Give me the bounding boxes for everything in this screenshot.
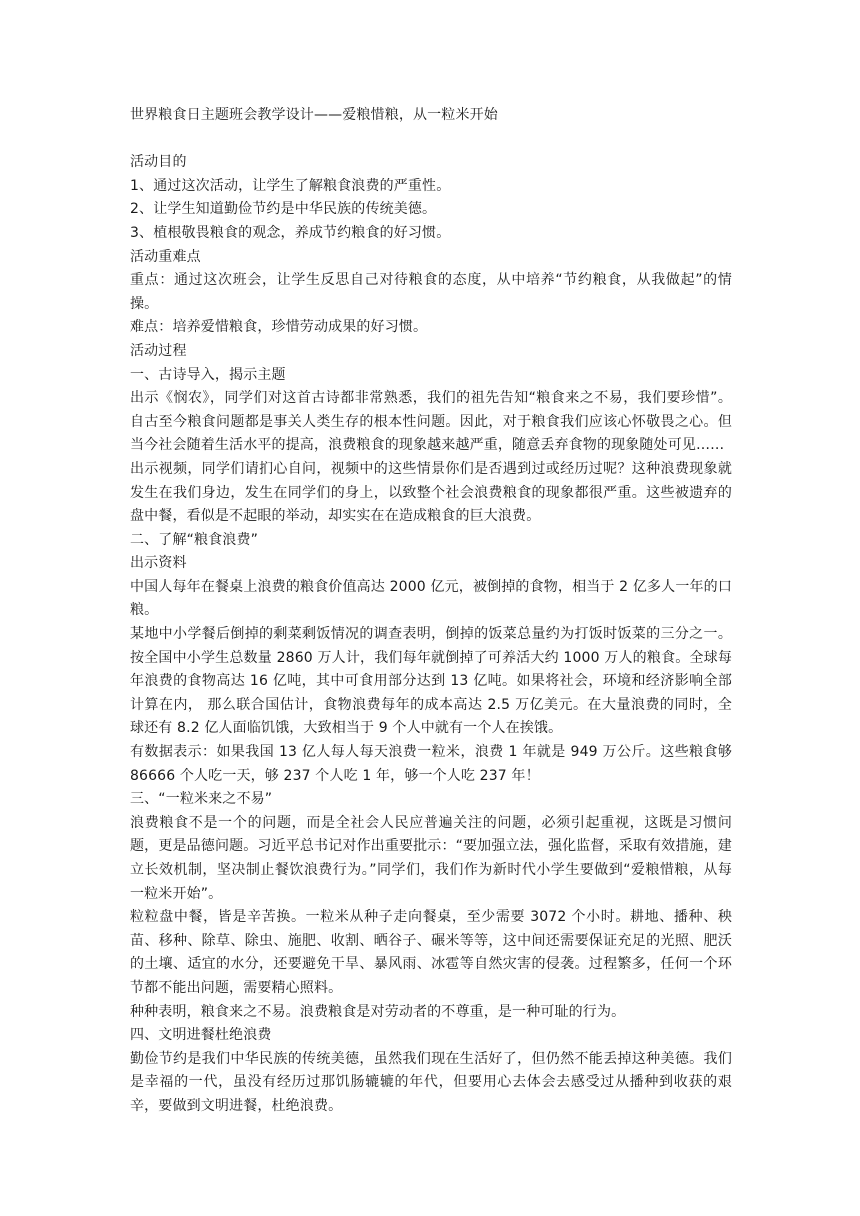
goal-item-2: 2、让学生知道勤俭节约是中华民族的传统美德。 xyxy=(130,201,437,218)
section-heading-1: 一、古诗导入，揭示主题 xyxy=(130,366,286,383)
goal-item-3: 3、植根敬畏粮食的观念，养成节约粮食的好习惯。 xyxy=(130,224,451,241)
subheading-materials: 出示资料 xyxy=(130,555,187,572)
paragraph-video: 出示视频，同学们请扪心自问，视频中的这些情景你们是否遇到过或经历过呢？这种浪费现象就发生在我们身边，发生在同学们的身上，以致整个社会浪费粮食的现象都很严重。这些被遗弃的盘中餐，看似是不起眼的举动，却实实在在造成粮食的巨大浪费。 xyxy=(130,460,732,525)
paragraph-poem-intro: 出示《悯农》，同学们对这首古诗都非常熟悉，我们的祖先告知“粮食来之不易，我们要珍惜”。自古至今粮食问题都是事关人类生存的根本性问题。因此，对于粮食我们应该心怀敬畏之心。但当今社会随着生活水平的提高，浪费粮食的现象越来越严重，随意丢弃食物的现象随处可见…… xyxy=(130,390,732,454)
paragraph-data: 有数据表示：如果我国 13 亿人每人每天浪费一粒米，浪费 1 年就是 949 万公斤。这些粮食够 86666 个人吃一天，够 237 个人吃 1 年，够一个人吃 237 年！ xyxy=(130,744,732,784)
heading-activity-process: 活动过程 xyxy=(130,342,187,359)
paragraph-survey: 某地中小学餐后倒掉的剩菜剩饭情况的调查表明，倒掉的饭菜总量约为打饭时饭菜的三分之一。按全国中小学生总数量 2860 万人计，我们每年就倒掉了可养活大约 1000 万人的粮食。全球每年浪费的食物高达 16 亿吨，其中可食用部分达到 13 亿吨。如果将社会，环境和经济影响全部计算在内， 那么联合国估计，食物浪费每年的成本高达 2.5 万亿美元。在大量浪费的同时，全球还有 8.2 亿人面临饥饿，大致相当于 9 个人中就有一个人在挨饿。 xyxy=(130,626,732,737)
section-heading-2: 二、了解“粮食浪费” xyxy=(130,531,259,548)
paragraph-conclusion: 种种表明，粮食来之不易。浪费粮食是对劳动者的不尊重，是一种可耻的行为。 xyxy=(130,1003,626,1020)
paragraph-civilized-dining: 勤俭节约是我们中华民族的传统美德，虽然我们现在生活好了，但仍然不能丢掉这种美德。我们是幸福的一代，虽没有经历过那饥肠辘辘的年代，但要用心去体会去感受过从播种到收获的艰辛，要做到文明进餐，杜绝浪费。 xyxy=(130,1050,732,1114)
goal-item-1: 1、通过这次活动，让学生了解粮食浪费的严重性。 xyxy=(130,177,451,194)
paragraph-social-issue: 浪费粮食不是一个的问题，而是全社会人民应普遍关注的问题，必须引起重视，这既是习惯问题，更是品德问题。习近平总书记对作出重要批示：“要加强立法，强化监督，采取有效措施，建立长效机制，坚决制止餐饮浪费行为。”同学们，我们作为新时代小学生要做到“爱粮惜粮，从每一粒米开始”。 xyxy=(130,814,732,902)
paragraph-rice-journey: 粒粒盘中餐，皆是辛苦换。一粒米从种子走向餐桌，至少需要 3072 个小时。耕地、播种、秧苗、移种、除草、除虫、施肥、收割、晒谷子、碾米等等，这中间还需要保证充足的光照、肥沃的土壤、适宜的水分，还要避免干旱、暴风雨、冰雹等自然灾害的侵袭。过程繁多，任何一个环节都不能出问题，需要精心照料。 xyxy=(130,909,732,996)
key-point-focus: 重点：通过这次班会，让学生反思自己对待粮食的态度，从中培养“节约粮食，从我做起”的情操。 xyxy=(130,272,732,312)
section-heading-3: 三、“一粒米来之不易” xyxy=(130,791,273,808)
key-point-difficulty: 难点：培养爱惜粮食，珍惜劳动成果的好习惯。 xyxy=(130,319,428,336)
heading-key-points: 活动重难点 xyxy=(130,248,201,265)
document-title: 世界粮食日主题班会教学设计——爱粮惜粮，从一粒米开始 xyxy=(130,107,498,123)
paragraph-waste-value: 中国人每年在餐桌上浪费的粮食价值高达 2000 亿元，被倒掉的食物，相当于 2 亿多人一年的口粮。 xyxy=(130,578,732,619)
heading-activity-goals: 活动目的 xyxy=(130,154,187,171)
section-heading-4: 四、文明进餐杜绝浪费 xyxy=(130,1027,272,1044)
document-page xyxy=(130,104,732,1119)
